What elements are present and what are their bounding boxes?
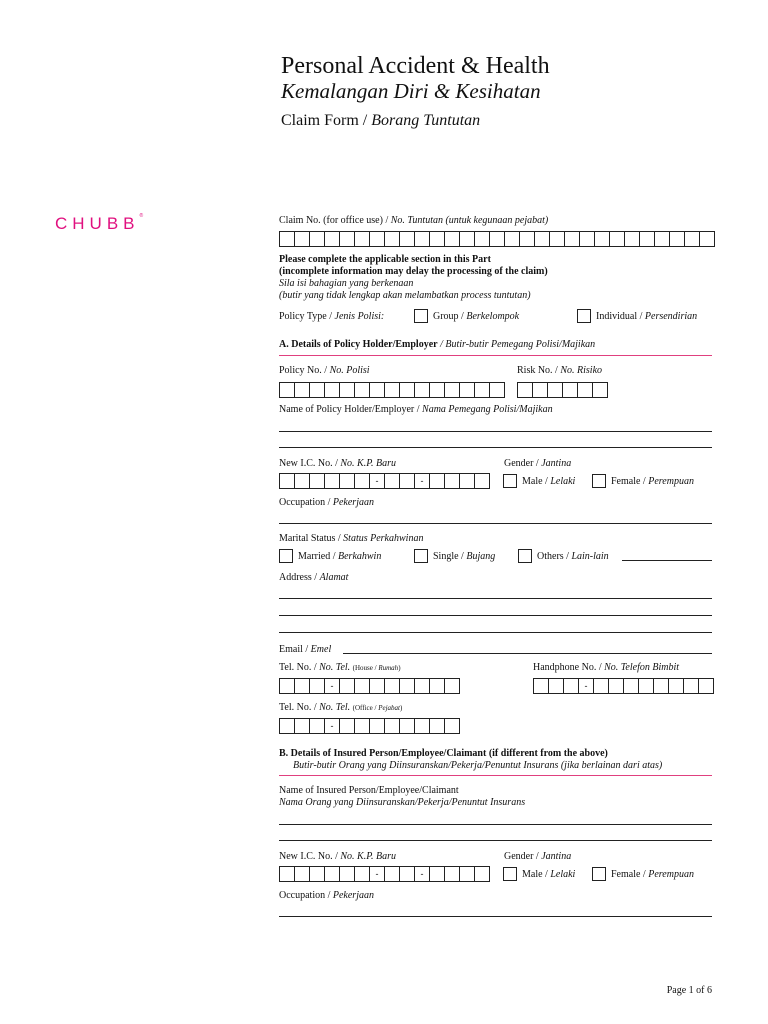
section-a-divider — [279, 355, 712, 356]
digit-box[interactable] — [430, 678, 445, 694]
digit-box[interactable] — [475, 473, 490, 489]
instruction-line-3: Sila isi bahagian yang berkenaan — [279, 278, 414, 289]
insured-name-label: Name of Insured Person/Employee/Claimant — [279, 785, 459, 796]
digit-box[interactable] — [580, 231, 595, 247]
page-number: Page 1 of 6 — [666, 985, 712, 996]
others-line[interactable] — [622, 560, 712, 561]
digit-box[interactable] — [534, 678, 549, 694]
digit-box[interactable] — [518, 382, 533, 398]
digit-box[interactable] — [430, 473, 445, 489]
digit-box[interactable] — [355, 866, 370, 882]
digit-box[interactable] — [445, 473, 460, 489]
group-label: Group / Berkelompok — [433, 311, 520, 322]
tel-house-boxes[interactable] — [279, 678, 460, 694]
insured-female-label: Female / Perempuan — [611, 869, 694, 880]
digit-box[interactable] — [475, 866, 490, 882]
married-label: Married / Berkahwin — [298, 551, 382, 562]
digit-box[interactable] — [325, 231, 340, 247]
section-b-heading-malay: Butir-butir Orang yang Diinsuranskan/Pekerja/Penuntut Insurans (jika berlainan dari atas) — [293, 760, 663, 771]
insured-male-label: Male / Lelaki — [522, 869, 576, 880]
digit-box[interactable] — [355, 231, 370, 247]
digit-box[interactable] — [295, 678, 310, 694]
digit-box[interactable] — [430, 382, 445, 398]
digit-box[interactable] — [325, 473, 340, 489]
digit-box[interactable] — [280, 473, 295, 489]
address-line-1[interactable] — [279, 598, 712, 599]
separator-box: - — [415, 473, 430, 489]
digit-box[interactable] — [310, 678, 325, 694]
digit-box[interactable] — [340, 718, 355, 734]
digit-box[interactable] — [490, 382, 505, 398]
digit-box[interactable] — [430, 718, 445, 734]
digit-box[interactable] — [550, 231, 565, 247]
digit-box[interactable] — [355, 382, 370, 398]
others-checkbox[interactable] — [518, 549, 532, 563]
digit-box[interactable] — [460, 382, 475, 398]
digit-box[interactable] — [609, 678, 624, 694]
handphone-boxes[interactable] — [533, 678, 714, 694]
digit-box[interactable] — [370, 382, 385, 398]
digit-box[interactable] — [655, 231, 670, 247]
female-label: Female / Perempuan — [611, 476, 694, 487]
claim-no-label: Claim No. (for office use) / No. Tuntutan (untuk kegunaan pejabat) — [279, 215, 549, 226]
gender-label: Gender / Jantina — [504, 458, 572, 469]
digit-box[interactable] — [310, 866, 325, 882]
digit-box[interactable] — [640, 231, 655, 247]
digit-box[interactable] — [340, 678, 355, 694]
individual-label: Individual / Persendirian — [596, 311, 698, 322]
digit-box[interactable] — [415, 718, 430, 734]
group-checkbox[interactable] — [414, 309, 428, 323]
digit-box[interactable] — [430, 866, 445, 882]
digit-box[interactable] — [385, 231, 400, 247]
policy-holder-name-label: Name of Policy Holder/Employer / Nama Pemegang Polisi/Majikan — [279, 404, 553, 415]
separator-box: - — [415, 866, 430, 882]
digit-box[interactable] — [295, 382, 310, 398]
female-checkbox[interactable] — [592, 474, 606, 488]
digit-box[interactable] — [370, 678, 385, 694]
insured-name-line-2[interactable] — [279, 840, 712, 841]
separator-box: - — [579, 678, 594, 694]
digit-box[interactable] — [385, 473, 400, 489]
digit-box[interactable] — [385, 718, 400, 734]
digit-box[interactable] — [670, 231, 685, 247]
risk-no-label: Risk No. / No. Risiko — [517, 365, 603, 376]
form-subtitle: Claim Form / Borang Tuntutan — [281, 112, 481, 129]
digit-box[interactable] — [505, 231, 520, 247]
digit-box[interactable] — [535, 231, 550, 247]
digit-box[interactable] — [624, 678, 639, 694]
digit-box[interactable] — [295, 231, 310, 247]
email-label: Email / Emel — [279, 644, 332, 655]
digit-box[interactable] — [565, 231, 580, 247]
digit-box[interactable] — [595, 231, 610, 247]
digit-box[interactable] — [400, 473, 415, 489]
insured-female-checkbox[interactable] — [592, 867, 606, 881]
separator-box: - — [325, 718, 340, 734]
digit-box[interactable] — [699, 678, 714, 694]
policy-type-label: Policy Type / Jenis Polisi: — [279, 311, 385, 322]
others-label: Others / Lain-lain — [537, 551, 609, 562]
policy-no-label: Policy No. / No. Polisi — [279, 365, 370, 376]
digit-box[interactable] — [310, 473, 325, 489]
section-b-heading: B. Details of Insured Person/Employee/Claimant (if different from the above) — [279, 748, 608, 759]
insured-male-checkbox[interactable] — [503, 867, 517, 881]
digit-box[interactable] — [430, 231, 445, 247]
digit-box[interactable] — [370, 231, 385, 247]
digit-box[interactable] — [325, 382, 340, 398]
digit-box[interactable] — [445, 718, 460, 734]
section-b-divider — [279, 775, 712, 776]
digit-box[interactable] — [549, 678, 564, 694]
single-checkbox[interactable] — [414, 549, 428, 563]
digit-box[interactable] — [280, 231, 295, 247]
individual-checkbox[interactable] — [577, 309, 591, 323]
digit-box[interactable] — [445, 382, 460, 398]
digit-box[interactable] — [475, 382, 490, 398]
digit-box[interactable] — [445, 866, 460, 882]
separator-box: - — [325, 678, 340, 694]
digit-box[interactable] — [385, 866, 400, 882]
digit-box[interactable] — [400, 231, 415, 247]
digit-box[interactable] — [415, 678, 430, 694]
insured-occupation-label: Occupation / Pekerjaan — [279, 890, 374, 901]
digit-box[interactable] — [685, 231, 700, 247]
digit-box[interactable] — [280, 718, 295, 734]
separator-box: - — [370, 866, 385, 882]
digit-box[interactable] — [400, 678, 415, 694]
instruction-line-4: (butir yang tidak lengkap akan melambatkan process tuntutan) — [279, 290, 531, 301]
digit-box[interactable] — [385, 382, 400, 398]
form-title: Personal Accident & Health — [281, 53, 550, 79]
digit-box[interactable] — [520, 231, 535, 247]
policy-holder-name-line-2[interactable] — [279, 447, 712, 448]
claim-no-boxes[interactable] — [279, 231, 715, 247]
digit-box[interactable] — [669, 678, 684, 694]
chubb-logo: CHUBB® — [55, 213, 144, 233]
digit-box[interactable] — [445, 231, 460, 247]
occupation-label: Occupation / Pekerjaan — [279, 497, 374, 508]
single-label: Single / Bujang — [433, 551, 496, 562]
digit-box[interactable] — [460, 473, 475, 489]
male-checkbox[interactable] — [503, 474, 517, 488]
digit-box[interactable] — [400, 382, 415, 398]
digit-box[interactable] — [490, 231, 505, 247]
digit-box[interactable] — [563, 382, 578, 398]
occupation-line[interactable] — [279, 523, 712, 524]
policy-no-boxes[interactable] — [279, 382, 505, 398]
section-a-heading: A. Details of Policy Holder/Employer / Butir-butir Pemegang Polisi/Majikan — [279, 339, 596, 350]
digit-box[interactable] — [700, 231, 715, 247]
digit-box[interactable] — [280, 866, 295, 882]
insured-ic-no-label: New I.C. No. / No. K.P. Baru — [279, 851, 397, 862]
digit-box[interactable] — [594, 678, 609, 694]
digit-box[interactable] — [295, 718, 310, 734]
insured-name-label-malay: Nama Orang yang Diinsuranskan/Pekerja/Penuntut Insurans — [279, 797, 526, 808]
digit-box[interactable] — [400, 866, 415, 882]
digit-box[interactable] — [280, 382, 295, 398]
address-label: Address / Alamat — [279, 572, 349, 583]
address-line-3[interactable] — [279, 632, 712, 633]
insured-name-line-1[interactable] — [279, 824, 712, 825]
tel-office-label: Tel. No. / No. Tel. (Office / Pejabat) — [279, 702, 403, 713]
digit-box[interactable] — [310, 382, 325, 398]
digit-box[interactable] — [564, 678, 579, 694]
digit-box[interactable] — [340, 382, 355, 398]
form-title-malay: Kemalangan Diri & Kesihatan — [281, 79, 541, 103]
digit-box[interactable] — [593, 382, 608, 398]
digit-box[interactable] — [400, 718, 415, 734]
address-line-2[interactable] — [279, 615, 712, 616]
male-label: Male / Lelaki — [522, 476, 576, 487]
digit-box[interactable] — [415, 382, 430, 398]
digit-box[interactable] — [533, 382, 548, 398]
digit-box[interactable] — [415, 231, 430, 247]
married-checkbox[interactable] — [279, 549, 293, 563]
digit-box[interactable] — [460, 231, 475, 247]
digit-box[interactable] — [355, 473, 370, 489]
digit-box[interactable] — [639, 678, 654, 694]
digit-box[interactable] — [625, 231, 640, 247]
digit-box[interactable] — [610, 231, 625, 247]
digit-box[interactable] — [295, 473, 310, 489]
digit-box[interactable] — [475, 231, 490, 247]
digit-box[interactable] — [548, 382, 563, 398]
digit-box[interactable] — [340, 473, 355, 489]
policy-holder-name-line-1[interactable] — [279, 431, 712, 432]
digit-box[interactable] — [460, 866, 475, 882]
digit-box[interactable] — [325, 866, 340, 882]
risk-no-boxes[interactable] — [517, 382, 608, 398]
digit-box[interactable] — [280, 678, 295, 694]
digit-box[interactable] — [385, 678, 400, 694]
instruction-line-1: Please complete the applicable section in this Part — [279, 254, 491, 265]
digit-box[interactable] — [310, 231, 325, 247]
instruction-line-2: (incomplete information may delay the processing of the claim) — [279, 266, 548, 277]
ic-no-label: New I.C. No. / No. K.P. Baru — [279, 458, 397, 469]
insured-gender-label: Gender / Jantina — [504, 851, 572, 862]
tel-house-label: Tel. No. / No. Tel. (House / Rumah) — [279, 662, 401, 673]
digit-box[interactable] — [578, 382, 593, 398]
email-line[interactable] — [343, 653, 712, 654]
digit-box[interactable] — [295, 866, 310, 882]
digit-box[interactable] — [340, 231, 355, 247]
digit-box[interactable] — [654, 678, 669, 694]
ic-no-boxes[interactable] — [279, 473, 490, 489]
digit-box[interactable] — [310, 718, 325, 734]
insured-occupation-line[interactable] — [279, 916, 712, 917]
digit-box[interactable] — [355, 718, 370, 734]
digit-box[interactable] — [355, 678, 370, 694]
digit-box[interactable] — [445, 678, 460, 694]
tel-office-boxes[interactable] — [279, 718, 460, 734]
insured-ic-no-boxes[interactable] — [279, 866, 490, 882]
digit-box[interactable] — [370, 718, 385, 734]
digit-box[interactable] — [684, 678, 699, 694]
handphone-label: Handphone No. / No. Telefon Bimbit — [533, 662, 680, 673]
separator-box: - — [370, 473, 385, 489]
digit-box[interactable] — [340, 866, 355, 882]
marital-status-label: Marital Status / Status Perkahwinan — [279, 533, 424, 544]
